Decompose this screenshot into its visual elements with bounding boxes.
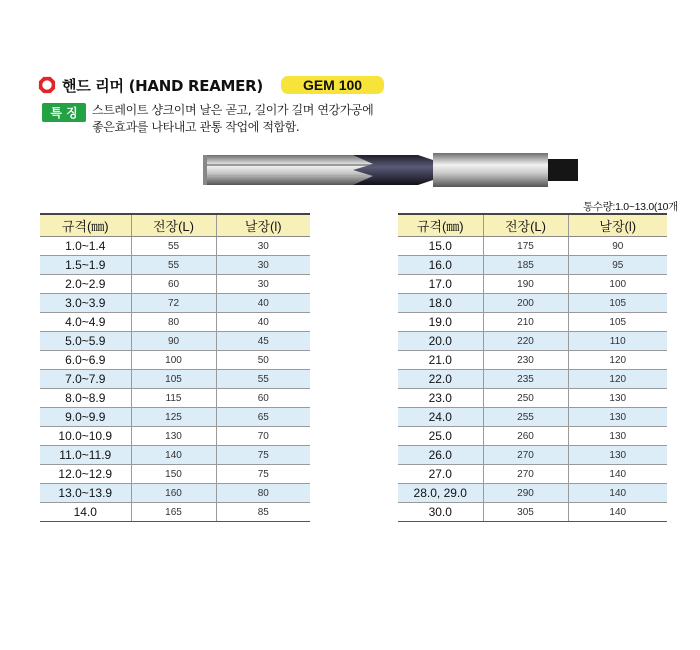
cell-flute-length: 130 (568, 389, 667, 408)
cell-overall-length: 290 (483, 484, 568, 503)
cell-flute-length: 50 (216, 351, 310, 370)
cell-overall-length: 235 (483, 370, 568, 389)
table-row (40, 427, 310, 446)
cell-flute-length: 75 (216, 446, 310, 465)
table-row (40, 332, 310, 351)
header-overall-length: 전장(L) (483, 214, 568, 237)
header-size: 규격(㎜) (398, 214, 483, 237)
cell-flute-length: 105 (568, 313, 667, 332)
cell-size: 20.0 (398, 332, 483, 351)
table-row (398, 332, 667, 351)
cell-size: 26.0 (398, 446, 483, 465)
cell-overall-length: 55 (131, 256, 216, 275)
cell-overall-length: 105 (131, 370, 216, 389)
table-row (40, 294, 310, 313)
cell-flute-length: 140 (568, 484, 667, 503)
cell-overall-length: 55 (131, 237, 216, 256)
table-row (398, 237, 667, 256)
cell-overall-length: 185 (483, 256, 568, 275)
cell-size: 18.0 (398, 294, 483, 313)
cell-flute-length: 45 (216, 332, 310, 351)
cell-overall-length: 220 (483, 332, 568, 351)
feature-line: 좋은효과를 나타내고 관통 작업에 적합함. (92, 120, 300, 134)
header-overall-length: 전장(L) (131, 214, 216, 237)
logo-icon (38, 76, 56, 94)
cell-size: 16.0 (398, 256, 483, 275)
cell-size: 6.0~6.9 (40, 351, 131, 370)
table-row (398, 313, 667, 332)
table-row (40, 370, 310, 389)
table-row (398, 465, 667, 484)
cell-overall-length: 250 (483, 389, 568, 408)
cell-flute-length: 30 (216, 275, 310, 294)
table-row (40, 484, 310, 503)
table-row (398, 370, 667, 389)
cell-overall-length: 100 (131, 351, 216, 370)
table-row (40, 446, 310, 465)
spec-table-right (398, 213, 667, 522)
cell-overall-length: 175 (483, 237, 568, 256)
feature-badge: 특 징 (42, 103, 86, 122)
cell-overall-length: 80 (131, 313, 216, 332)
cell-overall-length: 60 (131, 275, 216, 294)
count-note: 통수량:1.0~13.0(10개 (582, 201, 678, 213)
cell-size: 17.0 (398, 275, 483, 294)
table-row (40, 256, 310, 275)
cell-size: 10.0~10.9 (40, 427, 131, 446)
cell-overall-length: 125 (131, 408, 216, 427)
table-row (40, 389, 310, 408)
cell-size: 15.0 (398, 237, 483, 256)
cell-size: 13.0~13.9 (40, 484, 131, 503)
cell-flute-length: 90 (568, 237, 667, 256)
table-row (398, 408, 667, 427)
cell-overall-length: 72 (131, 294, 216, 313)
cell-flute-length: 70 (216, 427, 310, 446)
table-row (40, 313, 310, 332)
cell-flute-length: 140 (568, 465, 667, 484)
model-badge: GEM 100 (281, 76, 384, 94)
cell-size: 23.0 (398, 389, 483, 408)
cell-overall-length: 210 (483, 313, 568, 332)
cell-overall-length: 230 (483, 351, 568, 370)
cell-size: 22.0 (398, 370, 483, 389)
cell-flute-length: 65 (216, 408, 310, 427)
cell-size: 30.0 (398, 503, 483, 522)
table-row (398, 503, 667, 522)
table-row (398, 294, 667, 313)
cell-overall-length: 90 (131, 332, 216, 351)
cell-overall-length: 270 (483, 446, 568, 465)
cell-size: 1.5~1.9 (40, 256, 131, 275)
cell-flute-length: 120 (568, 370, 667, 389)
cell-overall-length: 160 (131, 484, 216, 503)
header-flute-length: 날장(l) (216, 214, 310, 237)
cell-flute-length: 105 (568, 294, 667, 313)
title-row (38, 74, 384, 96)
spec-table-left (40, 213, 310, 522)
cell-flute-length: 40 (216, 313, 310, 332)
header-flute-length: 날장(l) (568, 214, 667, 237)
cell-size: 9.0~9.9 (40, 408, 131, 427)
cell-size: 2.0~2.9 (40, 275, 131, 294)
header-size: 규격(㎜) (40, 214, 131, 237)
cell-overall-length: 270 (483, 465, 568, 484)
cell-size: 19.0 (398, 313, 483, 332)
table-row (398, 351, 667, 370)
cell-flute-length: 85 (216, 503, 310, 522)
cell-overall-length: 255 (483, 408, 568, 427)
cell-flute-length: 140 (568, 503, 667, 522)
cell-flute-length: 30 (216, 256, 310, 275)
table-row (398, 484, 667, 503)
cell-size: 7.0~7.9 (40, 370, 131, 389)
cell-flute-length: 95 (568, 256, 667, 275)
cell-flute-length: 100 (568, 275, 667, 294)
cell-overall-length: 165 (131, 503, 216, 522)
cell-flute-length: 80 (216, 484, 310, 503)
cell-overall-length: 130 (131, 427, 216, 446)
table-header-row (40, 214, 310, 237)
cell-size: 24.0 (398, 408, 483, 427)
cell-overall-length: 190 (483, 275, 568, 294)
cell-overall-length: 305 (483, 503, 568, 522)
table-row (398, 389, 667, 408)
feature-line: 스트레이트 샹크이며 날은 곧고, 길이가 길며 연강가공에 (92, 103, 374, 117)
cell-flute-length: 40 (216, 294, 310, 313)
table-row (40, 503, 310, 522)
cell-size: 11.0~11.9 (40, 446, 131, 465)
table-row (398, 275, 667, 294)
cell-size: 4.0~4.9 (40, 313, 131, 332)
cell-size: 25.0 (398, 427, 483, 446)
feature-description (92, 102, 373, 136)
cell-overall-length: 115 (131, 389, 216, 408)
table-row (40, 275, 310, 294)
cell-size: 8.0~8.9 (40, 389, 131, 408)
cell-size: 28.0, 29.0 (398, 484, 483, 503)
table-row (398, 427, 667, 446)
cell-overall-length: 150 (131, 465, 216, 484)
table-row (398, 446, 667, 465)
table-row (40, 237, 310, 256)
cell-overall-length: 200 (483, 294, 568, 313)
cell-size: 5.0~5.9 (40, 332, 131, 351)
cell-size: 1.0~1.4 (40, 237, 131, 256)
hand-reamer-image (203, 148, 583, 192)
table-row (40, 465, 310, 484)
cell-flute-length: 30 (216, 237, 310, 256)
cell-size: 27.0 (398, 465, 483, 484)
cell-size: 12.0~12.9 (40, 465, 131, 484)
cell-size: 14.0 (40, 503, 131, 522)
cell-flute-length: 120 (568, 351, 667, 370)
cell-flute-length: 55 (216, 370, 310, 389)
cell-flute-length: 75 (216, 465, 310, 484)
cell-flute-length: 60 (216, 389, 310, 408)
cell-flute-length: 130 (568, 427, 667, 446)
table-row (40, 351, 310, 370)
cell-flute-length: 130 (568, 408, 667, 427)
table-header-row (398, 214, 667, 237)
cell-overall-length: 260 (483, 427, 568, 446)
page-title: 핸드 리머 (HAND REAMER) (62, 76, 263, 95)
cell-overall-length: 140 (131, 446, 216, 465)
table-row (40, 408, 310, 427)
cell-flute-length: 110 (568, 332, 667, 351)
cell-size: 3.0~3.9 (40, 294, 131, 313)
cell-size: 21.0 (398, 351, 483, 370)
cell-flute-length: 130 (568, 446, 667, 465)
table-row (398, 256, 667, 275)
